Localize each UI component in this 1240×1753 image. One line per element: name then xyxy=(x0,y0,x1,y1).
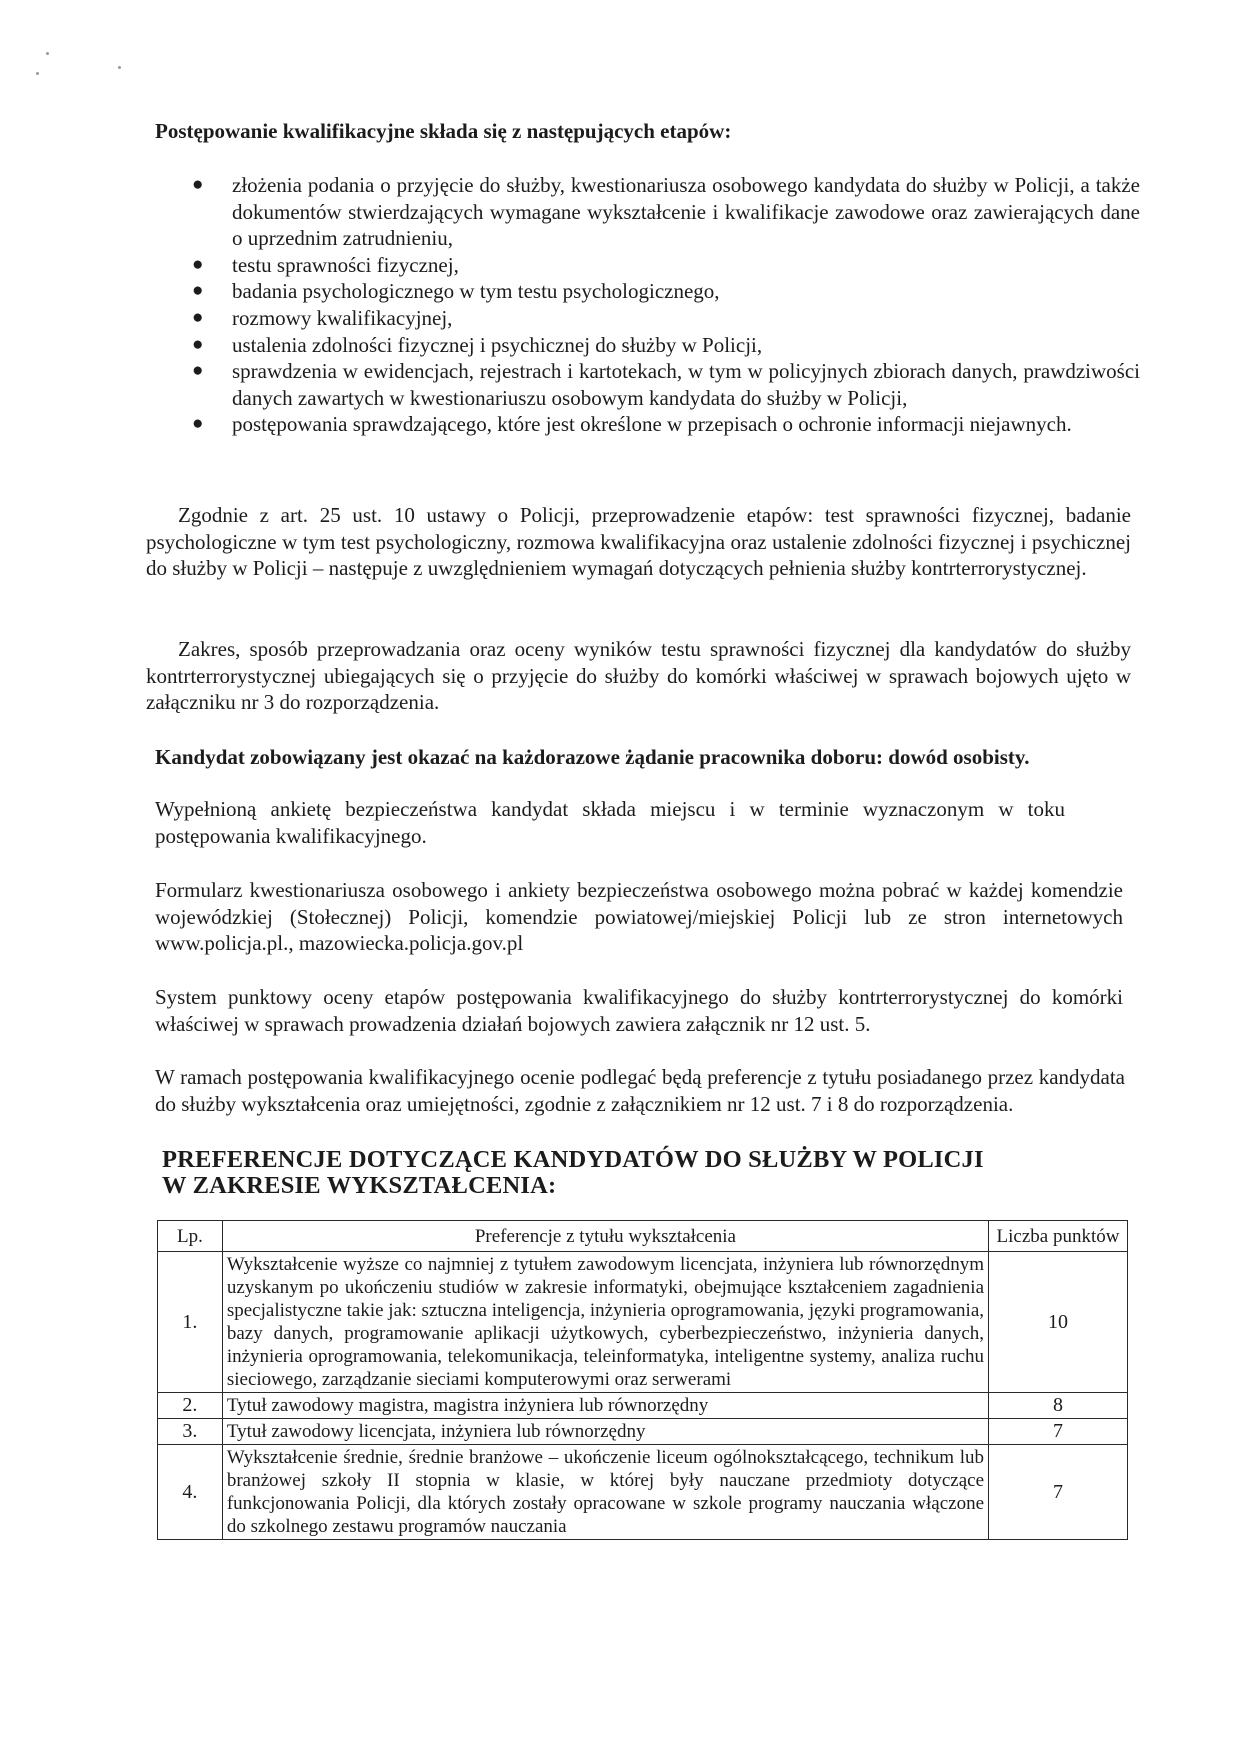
stage-text: sprawdzenia w ewidencjach, rejestrach i kartotekach, w tym w policyjnych zbiorach danych, prawdziwości danych zawartych w kwestionariuszu osobowym kandydata do służby w Policji, xyxy=(232,359,1140,410)
stage-text: ustalenia zdolności fizycznej i psychicznej do służby w Policji, xyxy=(232,332,763,357)
row-points: 7 xyxy=(989,1445,1128,1540)
table-row xyxy=(158,1419,1128,1445)
bullet-icon: ● xyxy=(192,306,204,328)
stage-text: badania psychologicznego w tym testu psychologicznego, xyxy=(232,279,720,304)
column-header-preference: Preferencje z tytułu wykształcenia xyxy=(222,1221,988,1252)
list-item xyxy=(190,305,1140,332)
row-number: 3. xyxy=(158,1419,223,1445)
security-survey-paragraph: Wypełnioną ankietę bezpieczeństwa kandydat składa miejscu i w terminie wyznaczonym w toku postępowania kwalifikacyjnego. xyxy=(155,797,1065,848)
list-item xyxy=(190,172,1140,252)
row-number: 2. xyxy=(158,1393,223,1419)
points-system-paragraph: System punktowy oceny etapów postępowania kwalifikacyjnego do służby kontrterrorystycznej do komórki właściwej w sprawach prowadzenia działań bojowych zawiera załącznik nr 12 ust. 5. xyxy=(155,985,1123,1036)
row-number: 1. xyxy=(158,1252,223,1393)
list-item xyxy=(190,278,1140,305)
column-header-points: Liczba punktów xyxy=(989,1221,1128,1252)
row-description: Tytuł zawodowy magistra, magistra inżyniera lub równorzędny xyxy=(222,1393,988,1419)
scan-speck xyxy=(46,52,49,55)
bullet-icon: ● xyxy=(192,333,204,355)
education-preferences-title xyxy=(162,1147,1062,1199)
art25-paragraph: Zgodnie z art. 25 ust. 10 ustawy o Policji, przeprowadzenie etapów: test sprawności fizycznej, badanie psychologiczne w tym test psychologiczny, rozmowa kwalifikacyjna oraz ustalenie zdolności fizycznej i psychicznej do służby w Policji – następuje z uwzględnieniem wymagań dotyczących pełnienia służby kontrterrorystycznej. xyxy=(146,503,1131,581)
id-requirement-note: Kandydat zobowiązany jest okazać na każdorazowe żądanie pracownika doboru: dowód osobisty. xyxy=(155,745,1030,769)
bullet-icon: ● xyxy=(192,280,204,302)
list-item xyxy=(190,252,1140,279)
row-description: Tytuł zawodowy licencjata, inżyniera lub równorzędny xyxy=(222,1419,988,1445)
table-row xyxy=(158,1393,1128,1419)
list-item xyxy=(190,358,1140,411)
list-item xyxy=(190,411,1140,438)
row-points: 10 xyxy=(989,1252,1128,1393)
stage-text: postępowania sprawdzającego, które jest określone w przepisach o ochronie informacji niejawnych. xyxy=(232,412,1072,437)
stages-heading: Postępowanie kwalifikacyjne składa się z następujących etapów: xyxy=(155,119,732,143)
stage-text: złożenia podania o przyjęcie do służby, kwestionariusza osobowego kandydata do służby w Policji, a także dokumentów stwierdzających wymagane wykształcenie i kwalifikacje zawodowe oraz zawierających dane o uprzednim zatrudnieniu, xyxy=(232,173,1140,251)
test-scope-paragraph: Zakres, sposób przeprowadzania oraz oceny wyników testu sprawności fizycznej dla kandydatów do służby kontrterrorystycznej ubiegających się o przyjęcie do służby do komórki właściwej w sprawach bojowych ujęto w załączniku nr 3 do rozporządzenia. xyxy=(146,637,1131,715)
row-description: Wykształcenie wyższe co najmniej z tytułem zawodowym licencjata, inżyniera lub równorzędnym uzyskanym po ukończeniu studiów w zakresie informatyki, obejmujące kształceniem zagadnienia specjalistyczne takie jak: sztuczna inteligencja, inżynieria oprogramowania, języki programowania, bazy danych, programowanie aplikacji użytkowych, cyberbezpieczeństwo, inżynieria danych, inżynieria oprogramowania, telekomunikacja, teleinformatyka, inteligentne systemy, analiza ruchu sieciowego, zarządzanie sieciami komputerowymi oraz serwerami xyxy=(222,1252,988,1393)
row-description: Wykształcenie średnie, średnie branżowe – ukończenie liceum ogólnokształcącego, technikum lub branżowej szkoły II stopnia w klasie, w której były nauczane przedmioty dotyczące funkcjonowania Policji, dla których zostały opracowane w szkole programy nauczania włączone do szkolnego zestawu programów nauczania xyxy=(222,1445,988,1540)
list-item xyxy=(190,332,1140,359)
education-preferences-table xyxy=(157,1220,1128,1540)
stage-text: rozmowy kwalifikacyjnej, xyxy=(232,305,453,330)
scan-speck xyxy=(36,72,39,75)
preferences-paragraph: W ramach postępowania kwalifikacyjnego ocenie podlegać będą preferencje z tytułu posiadanego przez kandydata do służby wykształcenia oraz umiejętności, zgodnie z załącznikiem nr 12 ust. 7 i 8 do rozporządzenia. xyxy=(155,1065,1125,1116)
table-header-row xyxy=(158,1221,1128,1252)
bullet-icon: ● xyxy=(192,253,204,275)
stages-list xyxy=(190,172,1140,438)
table-row xyxy=(158,1445,1128,1540)
table-row xyxy=(158,1252,1128,1393)
title-line: W ZAKRESIE WYKSZTAŁCENIA: xyxy=(162,1172,557,1199)
bullet-icon: ● xyxy=(192,360,204,382)
bullet-icon: ● xyxy=(192,413,204,435)
column-header-lp: Lp. xyxy=(158,1221,223,1252)
scan-speck xyxy=(118,66,121,69)
title-line: PREFERENCJE DOTYCZĄCE KANDYDATÓW DO SŁUŻBY W POLICJI xyxy=(162,1146,984,1173)
row-points: 8 xyxy=(989,1393,1128,1419)
row-points: 7 xyxy=(989,1419,1128,1445)
bullet-icon: ● xyxy=(192,174,204,195)
forms-download-paragraph: Formularz kwestionariusza osobowego i ankiety bezpieczeństwa osobowego można pobrać w każdej komendzie wojewódzkiej (Stołecznej) Policji, komendzie powiatowej/miejskiej Policji lub ze stron internetowych www.policja.pl., mazowiecka.policja.gov.pl xyxy=(155,878,1123,956)
row-number: 4. xyxy=(158,1445,223,1540)
stage-text: testu sprawności fizycznej, xyxy=(232,252,459,277)
